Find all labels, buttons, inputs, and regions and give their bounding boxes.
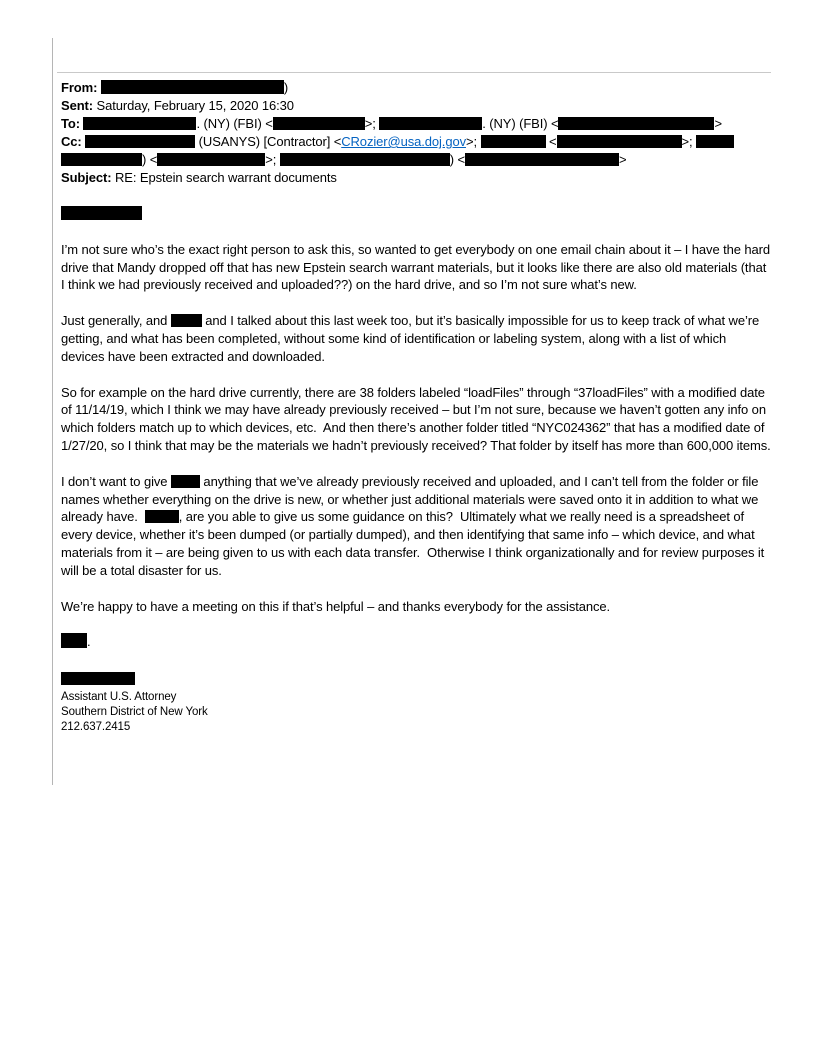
text-segment: <	[545, 134, 557, 149]
redaction-bar	[171, 314, 202, 327]
redaction-bar	[61, 672, 135, 685]
text-segment: I don’t want to give	[61, 473, 171, 489]
redaction-bar	[61, 153, 142, 166]
header-from-line	[61, 79, 771, 97]
redaction-bar	[171, 475, 200, 488]
text-segment: .	[87, 634, 91, 650]
header-subject-line	[61, 169, 771, 187]
redaction-bar	[61, 633, 87, 648]
left-margin-rule	[52, 38, 53, 785]
text-segment: and I talked about this last week too, but it’s basically impossible for us to keep track of what we’re getting, and what has been completed, without some kind of identification or labeling system, along with a list of which devices have been extracted and downloaded.	[61, 313, 763, 364]
redaction-bar	[558, 117, 714, 130]
redaction-bar	[145, 510, 179, 523]
signature-block	[61, 672, 771, 734]
redaction-bar	[481, 135, 546, 148]
email-address-link[interactable]: CRozier@usa.doj.gov	[341, 134, 466, 149]
body-paragraph-1	[61, 241, 774, 294]
field-label: Cc:	[61, 134, 82, 149]
text-segment: (USANYS) [Contractor] <	[195, 134, 342, 149]
redaction-bar	[85, 135, 195, 148]
text-segment: , are you able to give us some guidance on this? Ultimately what we really need is a spreadsheet of every device, whether it’s been dumped (or partially dumped), and then identifying that same info – which device, and what materials from it – are being given to us with each data transfer. Otherwise I think organizationally and for review purposes it will be a total disaster for us.	[61, 509, 768, 578]
body-paragraph-5	[61, 598, 771, 616]
text-segment: >	[618, 152, 627, 167]
text-segment: Saturday, February 15, 2020 16:30	[93, 98, 294, 113]
email-body	[61, 205, 774, 651]
field-label: Sent:	[61, 98, 94, 113]
greeting-line	[61, 205, 771, 223]
header-to-line	[61, 115, 771, 133]
text-segment: We’re happy to have a meeting on this if that’s helpful – and thanks everybody for the assistance.	[61, 598, 611, 614]
text-segment: . (NY) (FBI) <	[196, 116, 273, 131]
text-segment: anything that we’ve already previously received and uploaded, and I can’t tell from the folder or file names whether everything on the drive is new, or whether just additional materials were saved onto it in addition to what we already have.	[61, 473, 762, 525]
text-segment: Just generally, and	[61, 313, 171, 329]
text-segment: >;	[265, 152, 280, 167]
text-segment: ) <	[142, 152, 158, 167]
email-header	[61, 79, 771, 187]
signoff-line	[61, 633, 771, 651]
redaction-bar	[101, 80, 284, 94]
text-segment: So for example on the hard drive currently, there are 38 folders labeled “loadFiles” through “37loadFiles” with a modified date of 11/14/19, which I think we may have already previously received – but I’m not sure, because we haven’t gotten any info on which folders match up to which devices, etc. And then there’s another folder titled “NYC024362” that has a modified date of 1/27/20, so I think that may be the materials we hadn’t previously received? That folder by itself has more than 600,000 items.	[61, 384, 771, 453]
text-segment: RE: Epstein search warrant documents	[111, 170, 337, 185]
body-paragraph-3	[61, 384, 771, 455]
signature-title: Assistant U.S. Attorney	[61, 691, 177, 704]
body-paragraph-4	[61, 473, 771, 580]
header-cc-line-2	[61, 151, 771, 169]
text-segment: . (NY) (FBI) <	[482, 116, 559, 131]
redaction-bar	[280, 153, 450, 166]
body-paragraph-2	[61, 312, 771, 365]
field-label: From:	[61, 80, 98, 95]
redaction-bar	[465, 153, 619, 166]
text-segment: >	[714, 116, 722, 131]
text-segment: )	[283, 80, 289, 95]
header-divider-line	[57, 72, 771, 73]
redaction-bar	[157, 153, 265, 166]
field-label: Subject:	[61, 170, 112, 185]
redaction-bar	[557, 135, 682, 148]
redaction-bar	[696, 135, 734, 148]
redaction-bar	[273, 117, 365, 130]
email-content	[61, 79, 774, 735]
header-cc-line-1	[61, 133, 771, 151]
header-sent-line	[61, 97, 771, 115]
signature-office: Southern District of New York	[61, 705, 208, 718]
text-segment: >;	[681, 134, 697, 149]
text-segment: ) <	[449, 152, 465, 167]
redaction-bar	[61, 206, 142, 220]
redaction-bar	[379, 117, 482, 130]
signature-name-redaction	[61, 672, 771, 686]
signature-phone: 212.637.2415	[61, 720, 131, 733]
text-segment: >;	[465, 134, 481, 149]
field-label: To:	[61, 116, 80, 131]
text-segment: I’m not sure who’s the exact right person to ask this, so wanted to get everybody on one email chain about it – I have the hard drive that Mandy dropped off that has new Epstein search warrant materials, but it looks like there are also old materials (that I think we had previously received and uploaded??) on the hard drive, and so I’m not sure what’s new.	[61, 241, 774, 293]
text-segment: >;	[364, 116, 380, 131]
redaction-bar	[83, 117, 196, 130]
